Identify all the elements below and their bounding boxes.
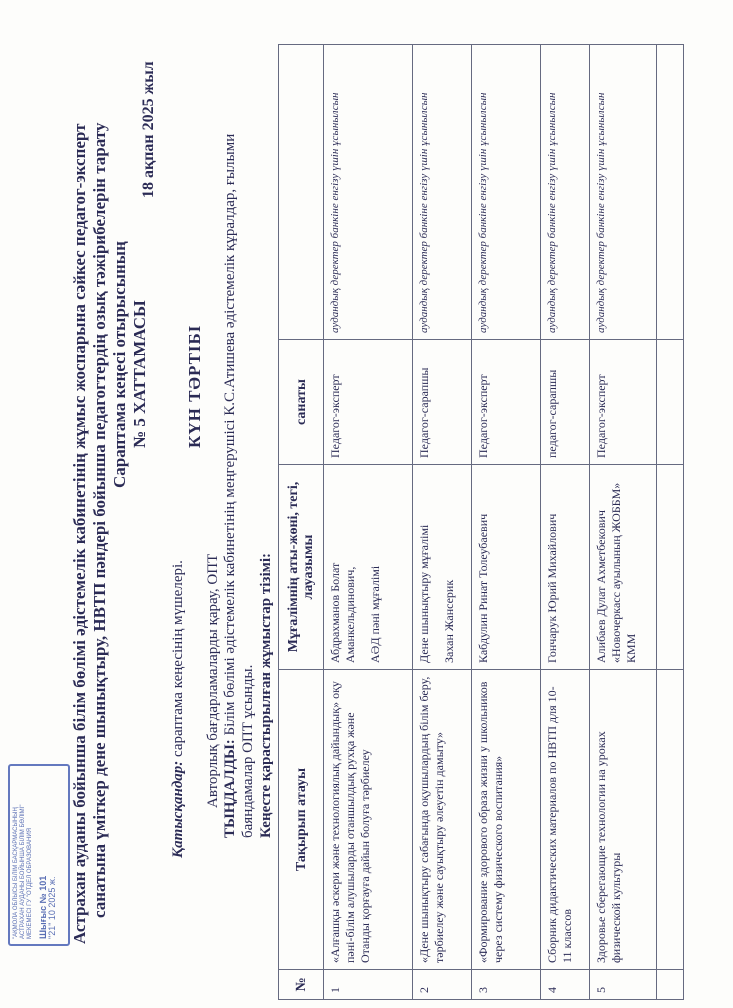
table-row-empty (657, 45, 684, 1000)
row-teacher (590, 465, 657, 670)
stamp-line: МЕКЕМЕСІ ГУ "ОТДЕЛ ОБРАЗОВАНИЯ (27, 828, 33, 939)
row-category: Педагог-эксперт (324, 340, 413, 465)
table-header-row (279, 45, 324, 1000)
attendees-text: сараптама кеңесінің мүшелері. (170, 560, 186, 761)
teacher-name: Абдрахманов Болат Аманкельдинович, (328, 562, 357, 663)
row-recommendation: аудандық деректер банкіне енгізу үшін ұсынылсын (541, 45, 590, 340)
table-row (541, 45, 590, 1000)
header-line-2: санатына үміткер дене шынықтыру, НВТП пәндері бойынша педагогтердің озық тәжірибелерін тарату (90, 122, 109, 918)
heard-label: ТЫҢДАЛДЫ: (222, 739, 238, 838)
row-category: Педагог-сарапшы (413, 340, 472, 465)
stamp-line: АСТРАХАН АУДАНЫ БОЙЫНША БІЛІМ БӨЛІМІ" (20, 804, 26, 939)
empty-cell (657, 970, 684, 1000)
stamp-reg-number: 101 (38, 875, 48, 891)
protocol-number: № 5 ХАТТАМАСЫ (130, 300, 149, 448)
protocol-date: 18 ақпан 2025 жыл (140, 61, 157, 198)
row-topic: «Дене шынықтыру сабағында оқушылардың білім беру, тәрбиелеу және сауықтыру әлеуетін дамыту» (413, 670, 472, 970)
teacher-name: Дене шынықтыру мұғалімі (417, 524, 431, 663)
row-category: Педагог-эксперт (472, 340, 541, 465)
teacher-name: Кабдулин Ринат Толеубаевич (476, 513, 490, 663)
row-number: 3 (472, 970, 541, 1000)
header-recommendation (279, 45, 324, 340)
heard-text: Білім бөлімі әдістемелік кабинетінің меңгерушісі К.С.Атишева әдістемелік құралдар, ғылыми (222, 133, 238, 740)
empty-cell (657, 465, 684, 670)
works-table (278, 44, 684, 1000)
row-teacher (324, 465, 413, 670)
heard-line-2: баяндамалар ОПТ ұсынды. (240, 664, 256, 838)
header-line-3: Сараптама кеңесі отырысының (110, 241, 129, 488)
row-number: 5 (590, 970, 657, 1000)
row-recommendation: аудандық деректер банкіне енгізу үшін ұсынылсын (472, 45, 541, 340)
row-topic: «Алғашқы әскери және технологиялық дайындық» оқу пәні-білім алушыларды отаншылдық рухқа және Отанды қорғауға дайын болуға тәрбиелеу (324, 670, 413, 970)
stamp-reg-date: "21" 10 2025 ж. (47, 876, 57, 939)
header-teacher: Мұғалімнің аты-жөні, тегі, лауазымы (279, 465, 324, 670)
header-topic: Тақырып атауы (279, 670, 324, 970)
stamp-reg-label: Шығыс № (38, 893, 48, 939)
attendees-label: Қатысқандар: (170, 760, 186, 858)
row-recommendation: аудандық деректер банкіне енгізу үшін ұсынылсын (413, 45, 472, 340)
table-row (472, 45, 541, 1000)
attendees (170, 560, 187, 858)
row-category: Педагог-эксперт (590, 340, 657, 465)
header-number: № (279, 970, 324, 1000)
registration-stamp (8, 764, 70, 946)
teacher-role: АӘД пәні мұғалімі (368, 565, 382, 663)
row-number: 4 (541, 970, 590, 1000)
table-row (590, 45, 657, 1000)
empty-cell (657, 340, 684, 465)
row-teacher (413, 465, 472, 670)
row-teacher (541, 465, 590, 670)
agenda-title: КҮН ТӘРТІБІ (185, 324, 204, 448)
empty-cell (657, 670, 684, 970)
teacher-role: Захан Жансерик (442, 579, 456, 663)
heard-line-1 (222, 58, 239, 838)
table-row (324, 45, 413, 1000)
row-number: 2 (413, 970, 472, 1000)
teacher-name: Гончарук Юрий Михайлович (545, 513, 559, 663)
stamp-line: "АҚМОЛА ОБЛЫСЫ БІЛІМ БАСҚАРМАСЫНЫҢ (13, 807, 19, 939)
empty-cell (657, 45, 684, 340)
row-recommendation: аудандық деректер банкіне енгізу үшін ұсынылсын (590, 45, 657, 340)
row-topic: Сборник дидактических материалов по НВТП для 10-11 классов (541, 670, 590, 970)
row-recommendation: аудандық деректер банкіне енгізу үшін ұсынылсын (324, 45, 413, 340)
stamp-registration (40, 771, 47, 939)
teacher-name: Алибаев Дулат Ахметбекович «Новочеркасс ауылының ЖОББМ» КММ (594, 482, 638, 663)
row-number: 1 (324, 970, 413, 1000)
row-topic: «Формирование здорового образа жизни у школьников через систему физического воспитания» (472, 670, 541, 970)
table-row (413, 45, 472, 1000)
agenda-item: Авторлық бағдарламаларды қарау, ОПТ (205, 553, 221, 808)
header-line-1: Астрахан ауданы бойынша білім бөлімі әдістемелік кабинетінің жұмыс жоспарына сәйкес педагог-эксперт (70, 123, 89, 944)
list-title: Кеңесте қарастырылған жұмыстар тізімі: (258, 553, 274, 838)
header-category: санаты (279, 340, 324, 465)
row-teacher (472, 465, 541, 670)
row-category: педагог-сарапшы (541, 340, 590, 465)
row-topic: Здоровье сберегающие технологии на уроках физической культуры (590, 670, 657, 970)
